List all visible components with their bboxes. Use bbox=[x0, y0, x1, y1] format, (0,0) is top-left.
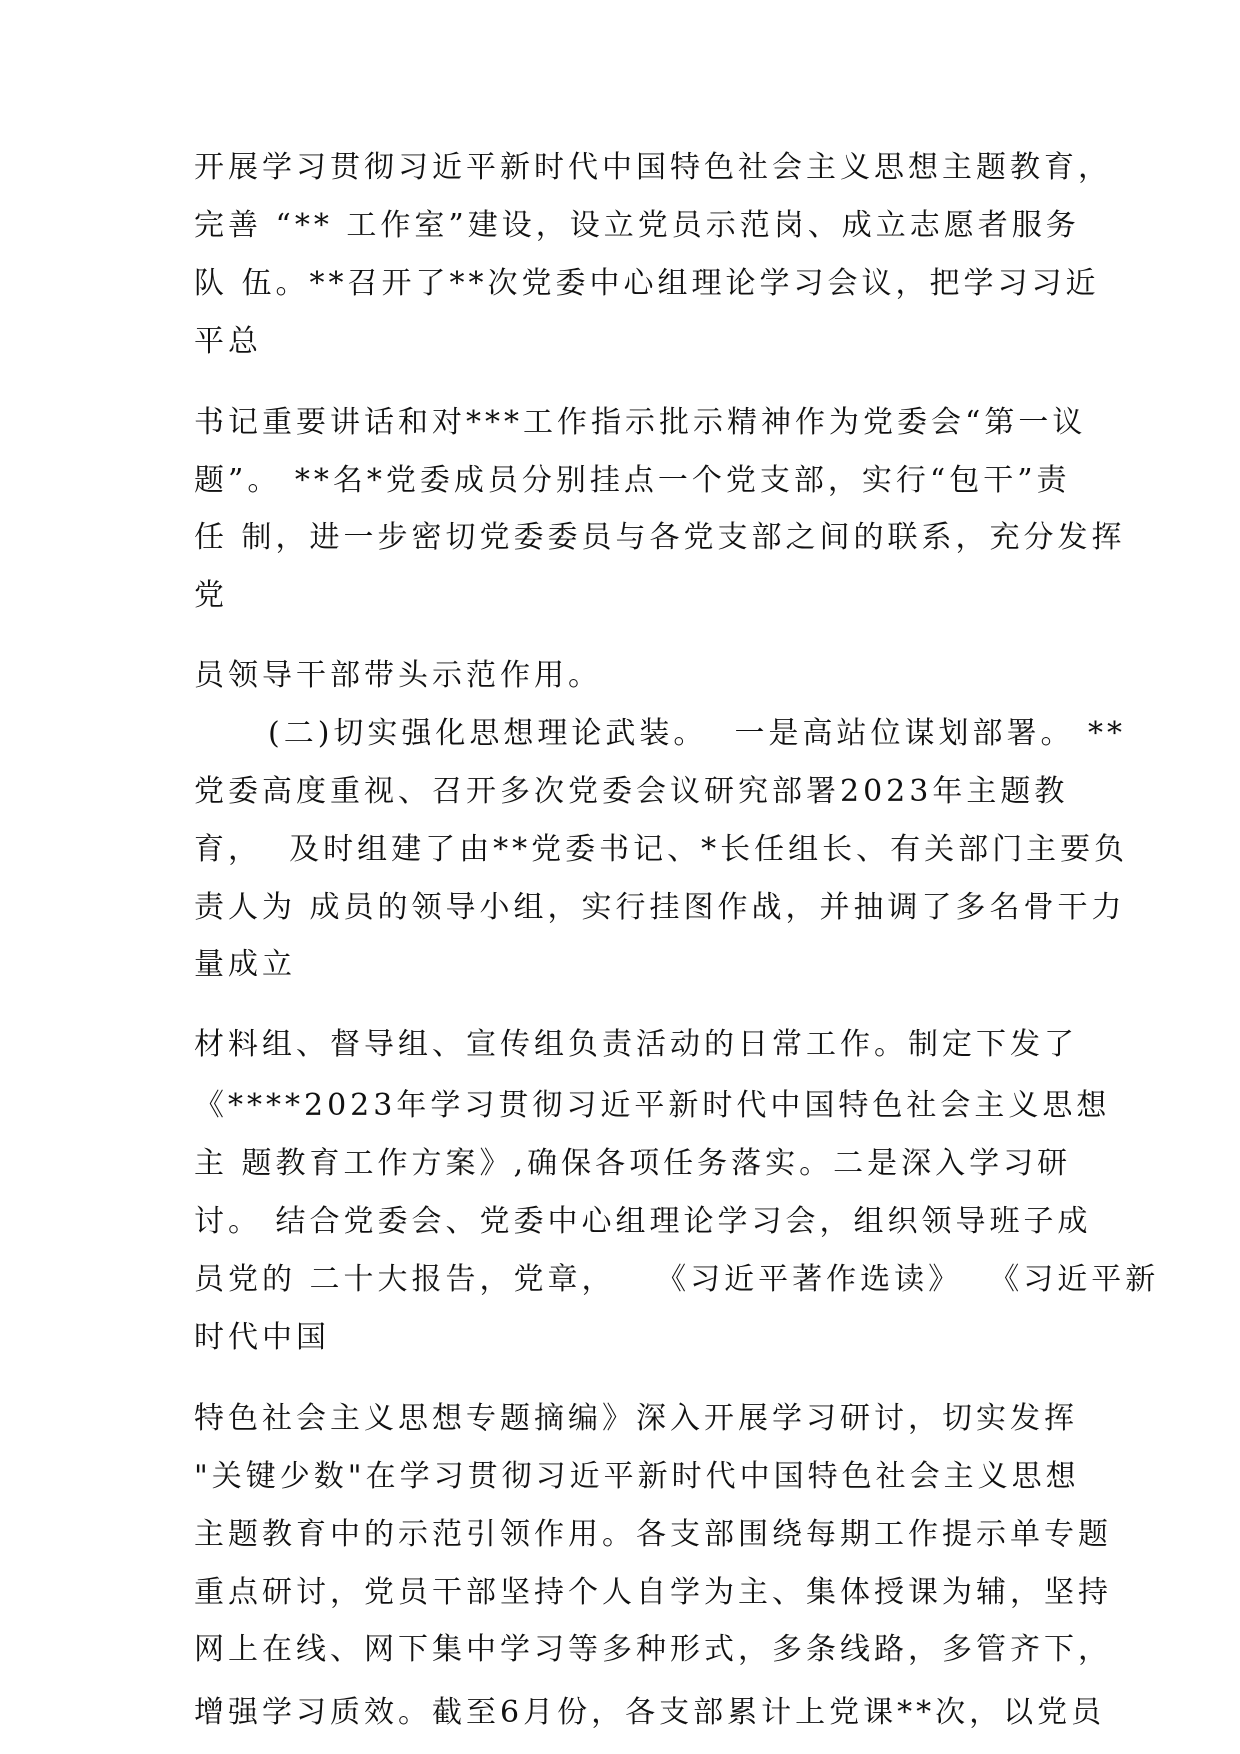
text-line-9: 员领导干部带头示范作用。 bbox=[194, 658, 602, 693]
text-line-7: 任 制，进一步密切党委委员与各党支部之间的联系，充分发挥 bbox=[194, 520, 1126, 555]
text-line-24: 重点研讨，党员干部坚持个人自学为主、集体授课为辅，坚持 bbox=[194, 1575, 1112, 1610]
text-line-1: 开展学习贯彻习近平新时代中国特色社会主义思想主题教育， bbox=[194, 150, 1112, 185]
text-line-19: 员党的 二十大报告，党章， 《习近平著作选读》 《习近平新 bbox=[194, 1262, 1160, 1297]
text-line-13: 责人为 成员的领导小组，实行挂图作战，并抽调了多名骨干力 bbox=[194, 890, 1126, 925]
text-line-25: 网上在线、网下集中学习等多种形式，多条线路，多管齐下， bbox=[194, 1632, 1112, 1667]
text-line-18: 讨。 结合党委会、党委中心组理论学习会，组织领导班子成 bbox=[194, 1204, 1092, 1239]
text-line-3: 队 伍。**召开了**次党委中心组理论学习会议，把学习习近 bbox=[194, 266, 1100, 301]
text-line-26: 增强学习质效。截至6月份，各支部累计上党课**次，以党员 bbox=[194, 1695, 1106, 1730]
text-line-5: 书记重要讲话和对***工作指示批示精神作为党委会“第一议 bbox=[194, 405, 1087, 440]
text-line-4: 平总 bbox=[194, 324, 262, 359]
text-line-21: 特色社会主义思想专题摘编》深入开展学习研讨，切实发挥 bbox=[194, 1401, 1078, 1436]
text-line-15: 材料组、督导组、宣传组负责活动的日常工作。制定下发了 bbox=[194, 1027, 1078, 1062]
section-heading-line: (二)切实强化思想理论武装。 一是高站位谋划部署。 ** bbox=[268, 716, 1127, 751]
text-line-8: 党 bbox=[194, 578, 228, 613]
text-line-12: 育， 及时组建了由**党委书记、*长任组长、有关部门主要负 bbox=[194, 832, 1129, 867]
text-line-2: 完善 “** 工作室”建设，设立党员示范岗、成立志愿者服务 bbox=[194, 208, 1080, 243]
text-line-16: 《****2023年学习贯彻习近平新时代中国特色社会主义思想 bbox=[194, 1088, 1111, 1123]
text-line-6: 题”。 **名*党委成员分别挂点一个党支部，实行“包干”责 bbox=[194, 463, 1071, 498]
text-line-23: 主题教育中的示范引领作用。各支部围绕每期工作提示单专题 bbox=[194, 1517, 1112, 1552]
text-line-14: 量成立 bbox=[194, 947, 296, 982]
text-line-20: 时代中国 bbox=[194, 1320, 330, 1355]
text-line-11: 党委高度重视、召开多次党委会议研究部署2023年主题教 bbox=[194, 774, 1069, 809]
text-line-17: 主 题教育工作方案》,确保各项任务落实。二是深入学习研 bbox=[194, 1146, 1072, 1181]
text-line-22: "关键少数"在学习贯彻习近平新时代中国特色社会主义思想 bbox=[194, 1459, 1080, 1494]
